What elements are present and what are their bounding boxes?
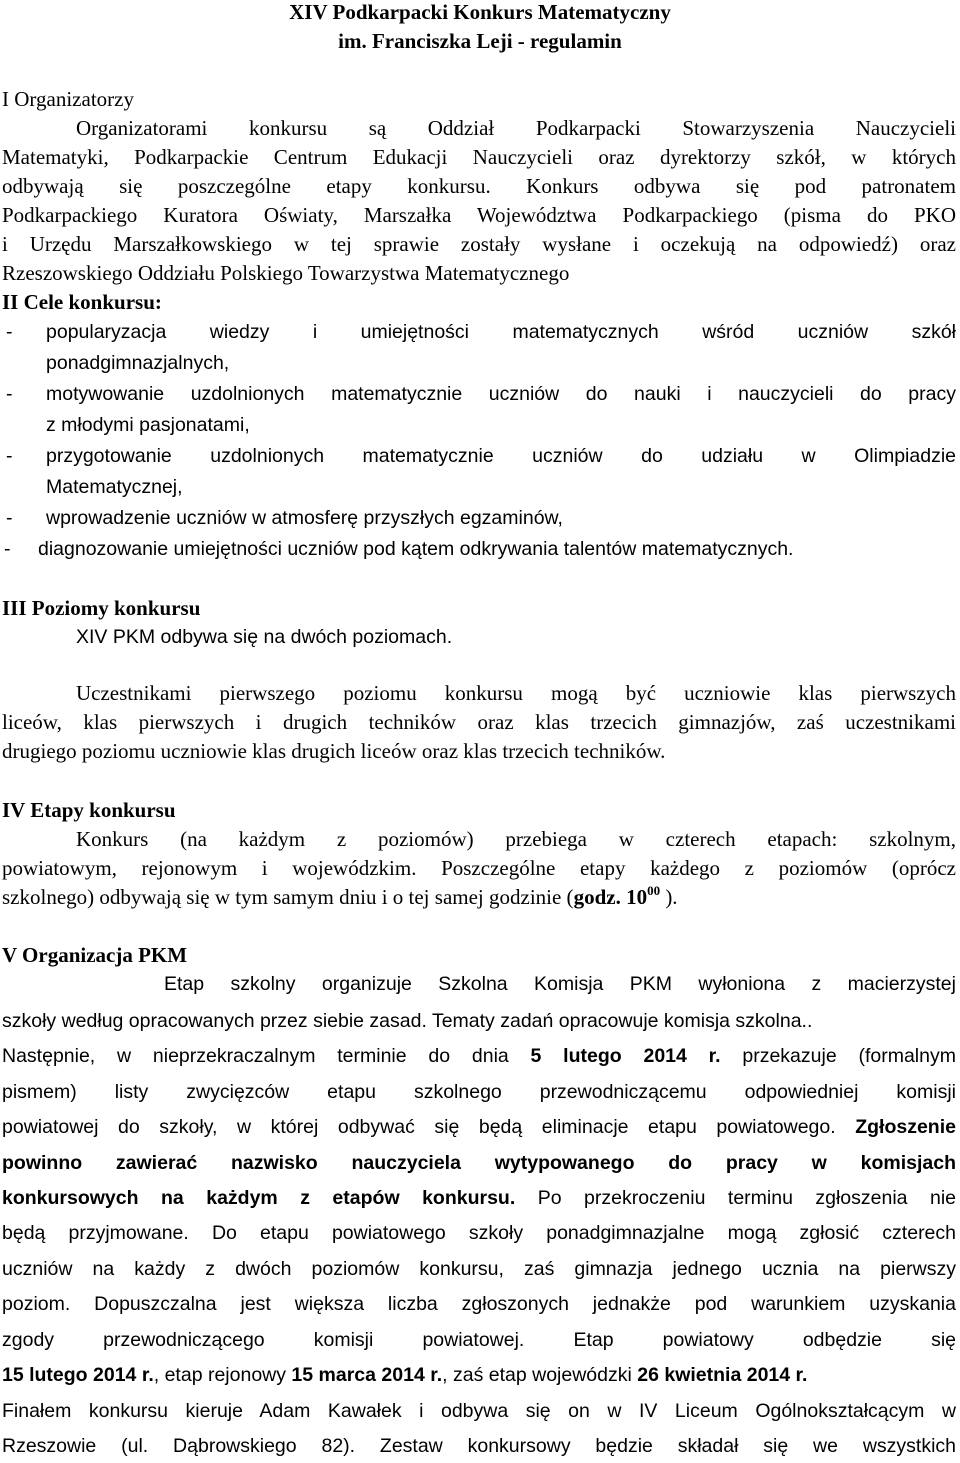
org-line-3-text: Następnie, w nieprzekraczalnym terminie do dnia <box>2 1047 531 1067</box>
org-line-12-text-1: , etap rejonowy <box>153 1364 292 1386</box>
organizers-line-1: Organizatorami konkursu są Oddział Podkarpacki Stowarzyszenia Nauczycieli <box>76 118 956 140</box>
stages-line-3-text: szkolnego) odbywają się w tym samym dniu i o tej samej godzinie ( <box>2 885 574 909</box>
org-line-3 <box>2 1047 956 1073</box>
goal-bullet-4: - <box>6 507 13 529</box>
org-date-powiatowy: 15 lutego 2014 r. <box>2 1364 154 1386</box>
goal-item-1-line-2: ponadgimnazjalnych, <box>46 352 230 374</box>
goal-item-2-line-1: motywowanie uzdolnionych matematycznie uczniów do nauki i nauczycieli do pracy <box>46 385 956 405</box>
doc-title-line1: XIV Podkarpacki Konkurs Matematyczny <box>289 0 671 24</box>
goal-bullet-2: - <box>6 383 13 405</box>
goal-bullet-3: - <box>6 445 13 467</box>
org-line-5-bold: Zgłoszenie <box>855 1118 956 1138</box>
levels-paragraph-line-1: Uczestnikami pierwszego poziomu konkursu mogą być uczniowie klas pierwszych <box>76 683 956 705</box>
org-line-12 <box>2 1366 960 1386</box>
goal-item-3-line-1: przygotowanie uzdolnionych matematycznie uczniów do udziału w Olimpiadzie <box>46 447 956 467</box>
org-line-8: będą przyjmowane. Do etapu powiatowego szkoły ponadgimnazjalne mogą zgłosić czterech <box>2 1224 956 1244</box>
org-line-4: pismem) listy zwycięzców etapu szkolnego przewodniczącemu odpowiedniej komisji <box>2 1083 956 1103</box>
section-heading-goals: II Cele konkursu: <box>2 290 162 314</box>
org-line-10: poziom. Dopuszczalna jest większa liczba zgłoszonych jednakże pod warunkiem uzyskania <box>2 1295 956 1315</box>
org-line-3-end: przekazuje (formalnym <box>720 1047 956 1067</box>
org-line-11: zgody przewodniczącego komisji powiatowej. Etap powiatowy odbędzie się <box>2 1331 956 1351</box>
org-line-7 <box>2 1189 956 1215</box>
org-line-5-text: powiatowej do szkoły, w której odbywać się będą eliminacje etapu powiatowego. <box>2 1118 856 1138</box>
section-heading-levels: III Poziomy konkursu <box>2 596 201 620</box>
org-line-9: uczniów na każdy z dwóch poziomów konkursu, zaś gimnazja jednego ucznia na pierwszy <box>2 1260 956 1280</box>
stages-line-3 <box>2 883 960 909</box>
goal-bullet-1: - <box>6 321 13 343</box>
goal-item-5: diagnozowanie umiejętności uczniów pod kątem odkrywania talentów matematycznych. <box>38 538 794 560</box>
org-deadline-date: 5 lutego 2014 r. <box>530 1047 721 1067</box>
stages-time-text: godz. 10 <box>573 885 648 909</box>
goal-item-2-line-2: z młodymi pasjonatami, <box>46 414 250 436</box>
goal-item-1-line-1: popularyzacja wiedzy i umiejętności matematycznych wśród uczniów szkół <box>46 323 956 343</box>
stages-line-2: powiatowym, rejonowym i wojewódzkim. Poszczególne etapy każdego z poziomów (oprócz <box>2 858 956 880</box>
levels-paragraph-line-2: liceów, klas pierwszych i drugich techników oraz klas trzecich gimnazjów, zaś uczestnikami <box>2 712 956 734</box>
stages-line-3-end: ). <box>660 885 678 909</box>
org-line-13: Finałem konkursu kieruje Adam Kawałek i odbywa się on w IV Liceum Ogólnokształcącym w <box>2 1402 956 1422</box>
organizers-line-3: odbywają się poszczególne etapy konkursu. Konkurs odbywa się pod patronatem <box>2 176 956 198</box>
org-line-2: szkoły według opracowanych przez siebie zasad. Tematy zadań opracowuje komisja szkolna.. <box>2 1010 813 1032</box>
org-line-14: Rzeszowie (ul. Dąbrowskiego 82). Zestaw konkursowy będzie składał się we wszystkich <box>2 1437 956 1457</box>
doc-title-line2: im. Franciszka Leji - regulamin <box>338 29 622 53</box>
org-date-wojewodzki: 26 kwietnia 2014 r. <box>637 1364 808 1386</box>
goal-item-4: wprowadzenie uczniów w atmosferę przyszłych egzaminów, <box>46 507 563 529</box>
goal-bullet-5: - <box>4 538 11 560</box>
org-line-12-text-2: , zaś etap wojewódzki <box>442 1364 638 1386</box>
org-line-7-text: Po przekroczeniu terminu zgłoszenia nie <box>515 1189 956 1209</box>
organizers-line-2: Matematyki, Podkarpackie Centrum Edukacji Nauczycieli oraz dyrektorzy szkół, w których <box>2 147 956 169</box>
goal-item-3-line-2: Matematycznej, <box>46 476 183 498</box>
section-heading-stages: IV Etapy konkursu <box>2 798 176 822</box>
org-line-5 <box>2 1118 956 1144</box>
org-line-7-bold: konkursowych na każdym z etapów konkursu. <box>2 1189 516 1209</box>
org-line-6: powinno zawierać nazwisko nauczyciela wytypowanego do pracy w komisjach <box>2 1154 956 1174</box>
organizers-line-5: i Urzędu Marszałkowskiego w tej sprawie zostały wysłane i oczekują na odpowiedź) oraz <box>2 234 956 256</box>
section-heading-organization: V Organizacja PKM <box>2 943 188 967</box>
org-line-1: Etap szkolny organizuje Szkolna Komisja PKM wyłoniona z macierzystej <box>164 975 956 995</box>
section-heading-organizers: I Organizatorzy <box>2 87 134 111</box>
organizers-line-6: Rzeszowskiego Oddziału Polskiego Towarzystwa Matematycznego <box>2 261 570 285</box>
stages-time-minutes: 00 <box>647 883 661 898</box>
organizers-line-4: Podkarpackiego Kuratora Oświaty, Marszałka Województwa Podkarpackiego (pisma do PKO <box>2 205 956 227</box>
levels-paragraph-line-3: drugiego poziomu uczniowie klas drugich liceów oraz klas trzecich techników. <box>2 739 666 763</box>
levels-intro: XIV PKM odbywa się na dwóch poziomach. <box>76 626 453 648</box>
stages-time <box>574 885 661 909</box>
stages-line-1: Konkurs (na każdym z poziomów) przebiega w czterech etapach: szkolnym, <box>76 829 956 851</box>
org-date-rejonowy: 15 marca 2014 r. <box>291 1364 443 1386</box>
